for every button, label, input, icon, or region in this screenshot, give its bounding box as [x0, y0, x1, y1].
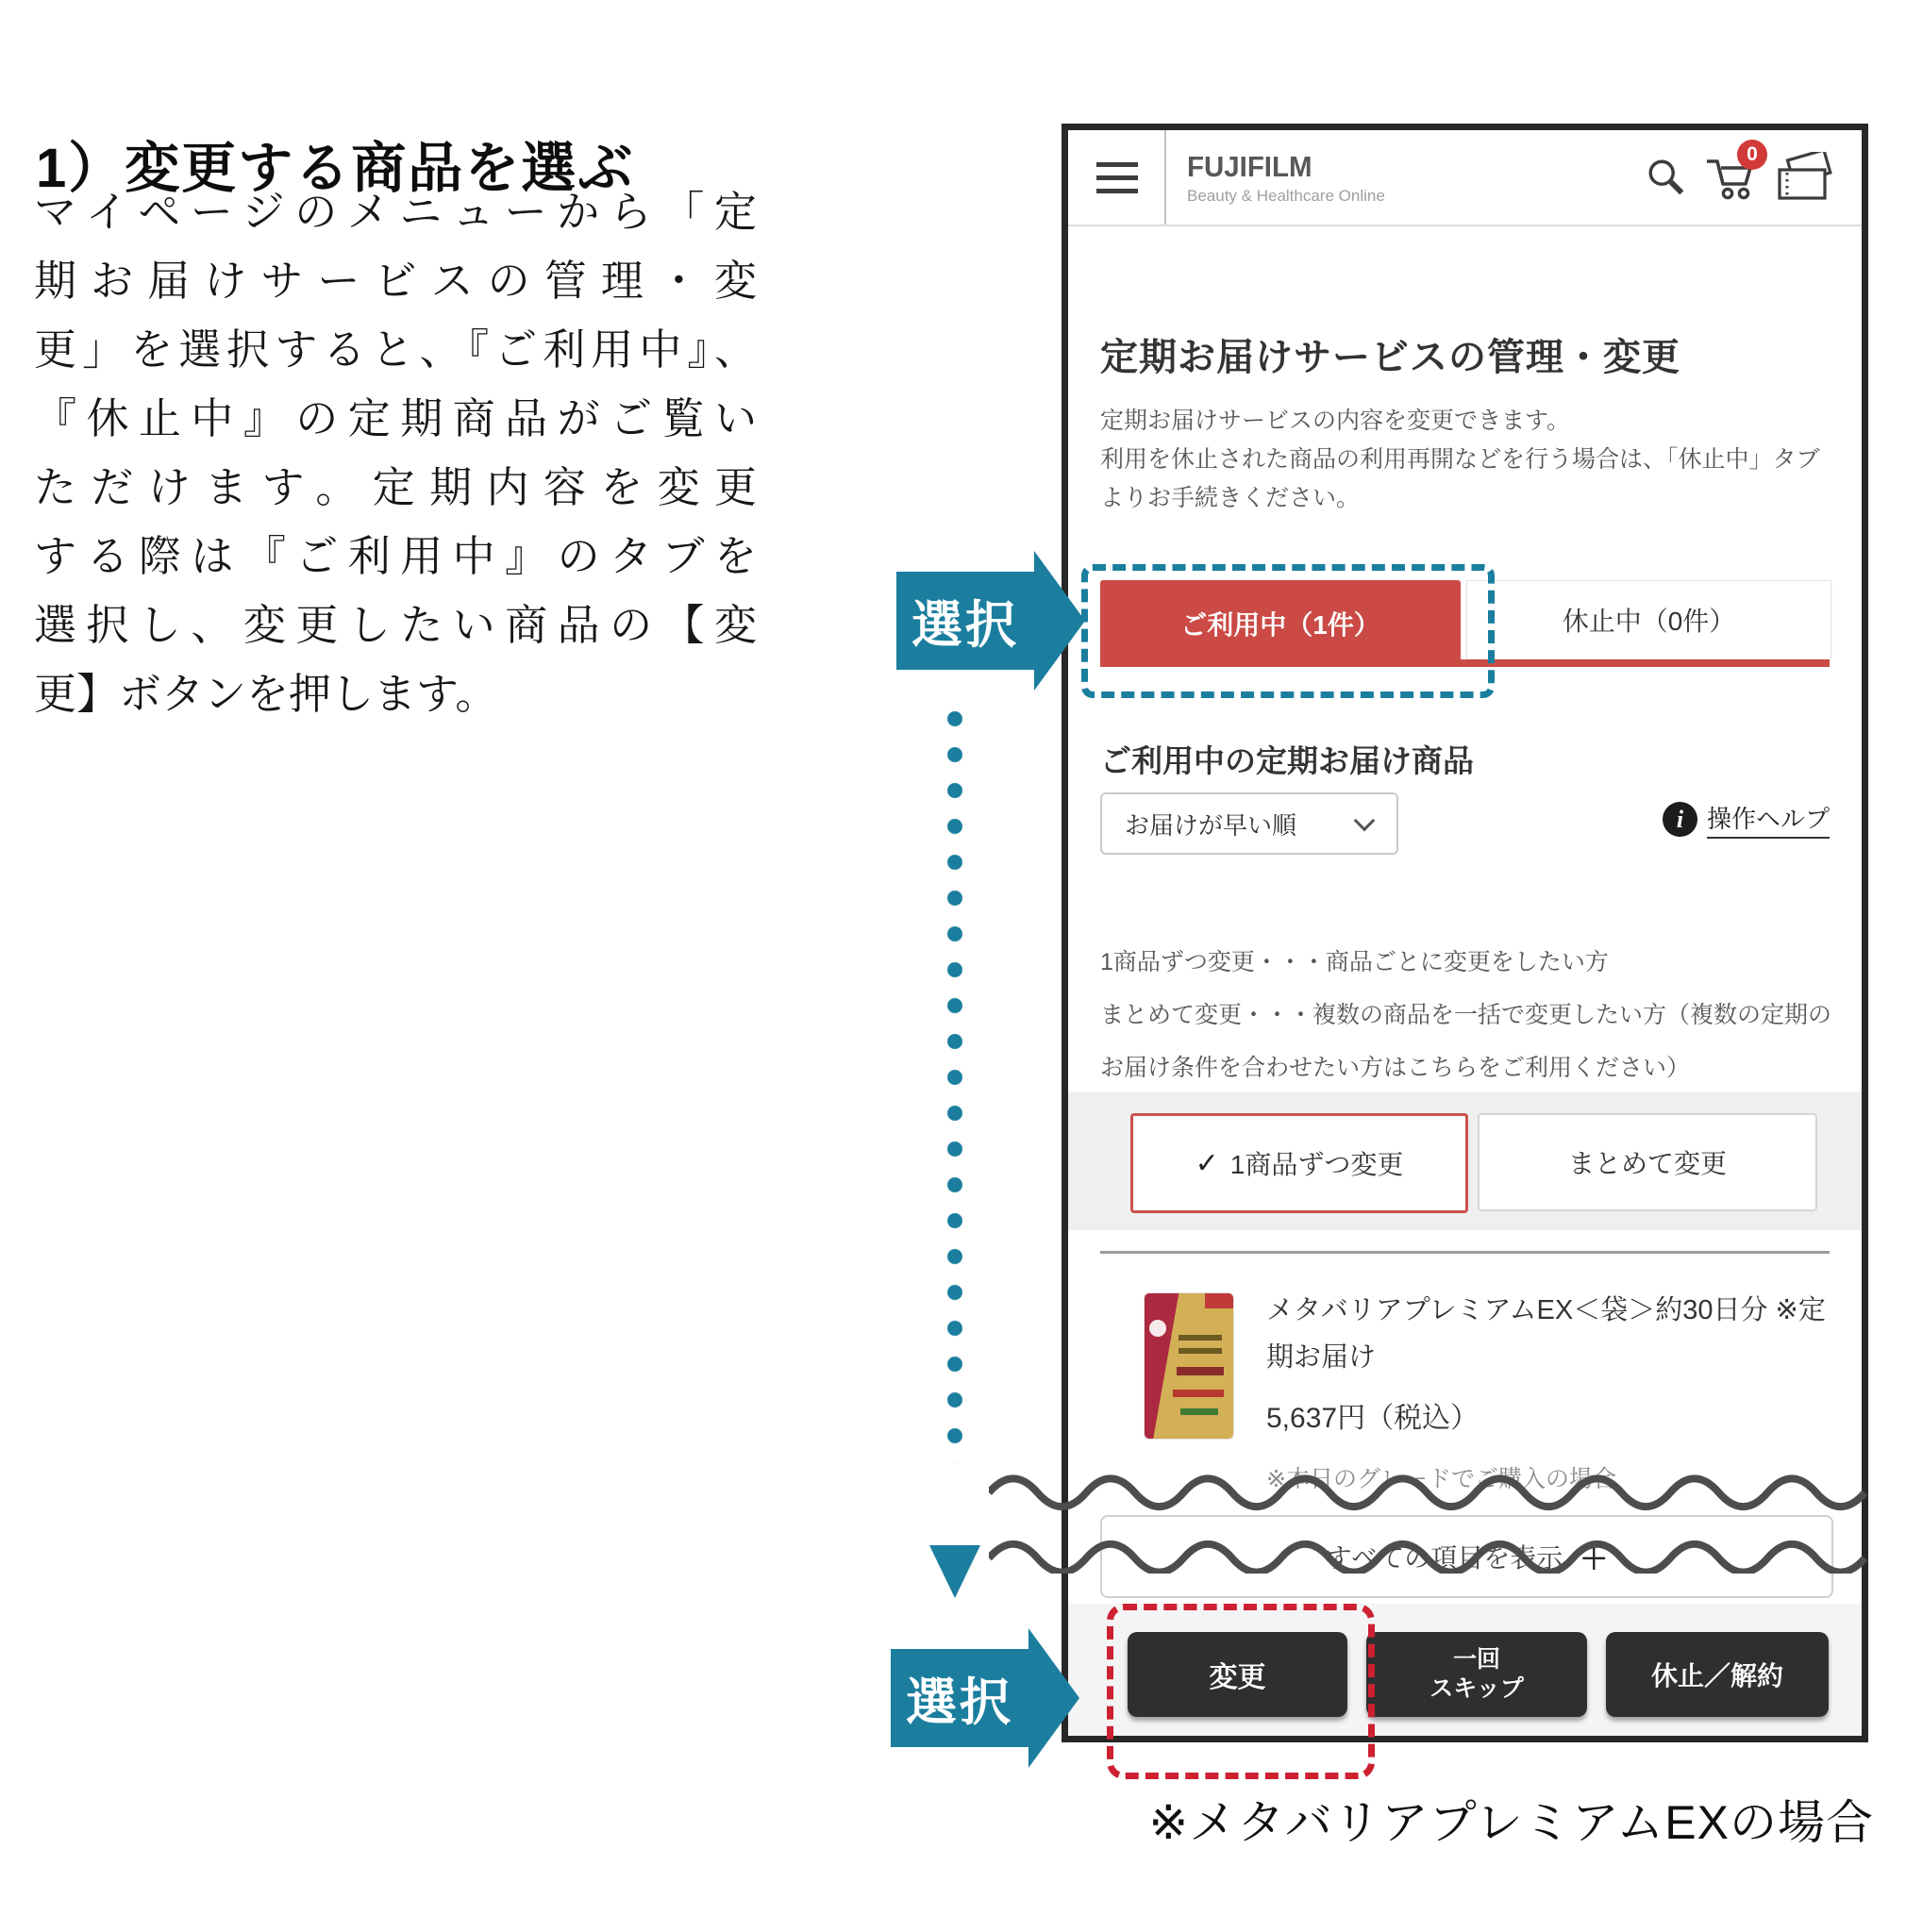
step-body-line: マイページのメニューから「定	[34, 188, 757, 236]
brand-logo	[1187, 150, 1385, 206]
cart-icon[interactable]	[1703, 143, 1758, 202]
coupon-icon[interactable]	[1771, 152, 1833, 203]
step-body	[34, 177, 757, 728]
header-divider	[1164, 130, 1166, 225]
page-description	[1100, 402, 1846, 518]
mode-explainer	[1100, 936, 1846, 1094]
bulk-change-label: まとめて変更	[1567, 1149, 1727, 1178]
select-callout-bottom-arrow	[1028, 1628, 1079, 1768]
step-heading: 1）変更する商品を選ぶ	[36, 137, 635, 199]
help-link-label: 操作ヘルプ	[1707, 800, 1830, 839]
mode-explainer-line: まとめて変更・・・複数の商品を一括で変更したい方（複数の定期の	[1100, 1002, 1832, 1028]
page-title: 定期お届けサービスの管理・変更	[1100, 337, 1680, 379]
product-note: ※本日のグレードでご購入の場合	[1266, 1466, 1616, 1492]
step-body-line: する際は『ご利用中』のタブを	[34, 532, 757, 580]
product-price: 5,637円（税込）	[1266, 1403, 1480, 1434]
arrow-down-icon	[929, 1545, 980, 1598]
tab-suspended[interactable]: 休止中（0件）	[1466, 580, 1831, 658]
content-tear-wave	[989, 1468, 1906, 1574]
step-body-line: 『休止中』の定期商品がご覧い	[34, 394, 757, 442]
step-body-line: 更】ボタンを押します。	[34, 670, 498, 718]
plus-icon: ＋	[1580, 1544, 1609, 1575]
step-body-line: ただけます。定期内容を変更	[34, 463, 757, 511]
select-callout-bottom: 選択	[891, 1649, 1028, 1747]
header-icons	[1645, 143, 1862, 203]
chevron-down-icon	[1354, 810, 1376, 832]
suspend-cancel-button[interactable]: 休止／解約	[1606, 1632, 1829, 1717]
tab-active-in-use[interactable]: ご利用中（1件）	[1100, 580, 1461, 667]
page-description-line: よりお手続きください。	[1100, 485, 1361, 511]
app-header	[1068, 130, 1862, 226]
brand-tagline: Beauty & Healthcare Online	[1187, 186, 1385, 205]
figure-caption: ※メタバリアプレミアムEXの場合	[1148, 1796, 1874, 1849]
tab-highlight-dashed-box	[1081, 564, 1495, 698]
skip-once-label-line: スキップ	[1430, 1675, 1524, 1702]
mode-explainer-line: 1商品ずつ変更・・・商品ごとに変更をしたい方	[1100, 949, 1609, 975]
cart-badge: 0	[1737, 140, 1767, 170]
product-info	[1266, 1287, 1847, 1494]
step-body-line: 選択し、変更したい商品の【変	[34, 601, 757, 649]
divider	[1100, 1251, 1830, 1254]
info-icon: i	[1663, 802, 1697, 837]
select-callout-top: 選択	[896, 572, 1034, 670]
product-image	[1144, 1292, 1234, 1440]
check-icon: ✓	[1195, 1147, 1219, 1179]
sort-row	[1100, 792, 1830, 853]
mode-explainer-line: お届け条件を合わせたい方はこちらをご利用ください）	[1100, 1055, 1691, 1081]
help-link[interactable]	[1663, 800, 1830, 839]
step-body-line: 期お届けサービスの管理・変	[34, 257, 757, 305]
section-heading: ご利用中の定期お届け商品	[1100, 743, 1474, 778]
sort-select[interactable]	[1100, 792, 1398, 855]
bulk-change-button[interactable]	[1478, 1113, 1817, 1211]
brand-logo-text: FUJIFILM	[1187, 149, 1312, 183]
mode-button-strip	[1068, 1092, 1862, 1230]
product-name	[1266, 1287, 1847, 1381]
sort-select-value: お届けが早い順	[1125, 810, 1297, 840]
skip-once-button[interactable]	[1366, 1632, 1587, 1717]
page-description-line: 定期お届けサービスの内容を変更できます。	[1100, 408, 1571, 434]
single-change-label: 1商品ずつ変更	[1229, 1150, 1404, 1179]
product-name-line: 期お届け	[1266, 1342, 1377, 1373]
product-name-line: メタバリアプレミアムEX＜袋＞約30日分 ※定	[1266, 1295, 1826, 1325]
search-icon[interactable]	[1645, 156, 1688, 199]
change-button-highlight-dashed-box	[1107, 1604, 1375, 1779]
page-description-line: 利用を休止された商品の利用再開などを行う場合は、「休止中」タブ	[1100, 446, 1820, 473]
skip-once-label-line: 一回	[1452, 1646, 1500, 1673]
step-body-line: 更」を選択すると、『ご利用中』、	[34, 325, 757, 374]
show-all-label: すべての項目を表示	[1325, 1543, 1563, 1573]
single-change-button[interactable]	[1130, 1113, 1468, 1213]
hamburger-icon[interactable]	[1096, 154, 1138, 202]
change-button[interactable]: 変更	[1128, 1632, 1347, 1717]
dotted-flow-line	[947, 709, 962, 1464]
select-callout-top-arrow	[1034, 551, 1085, 691]
